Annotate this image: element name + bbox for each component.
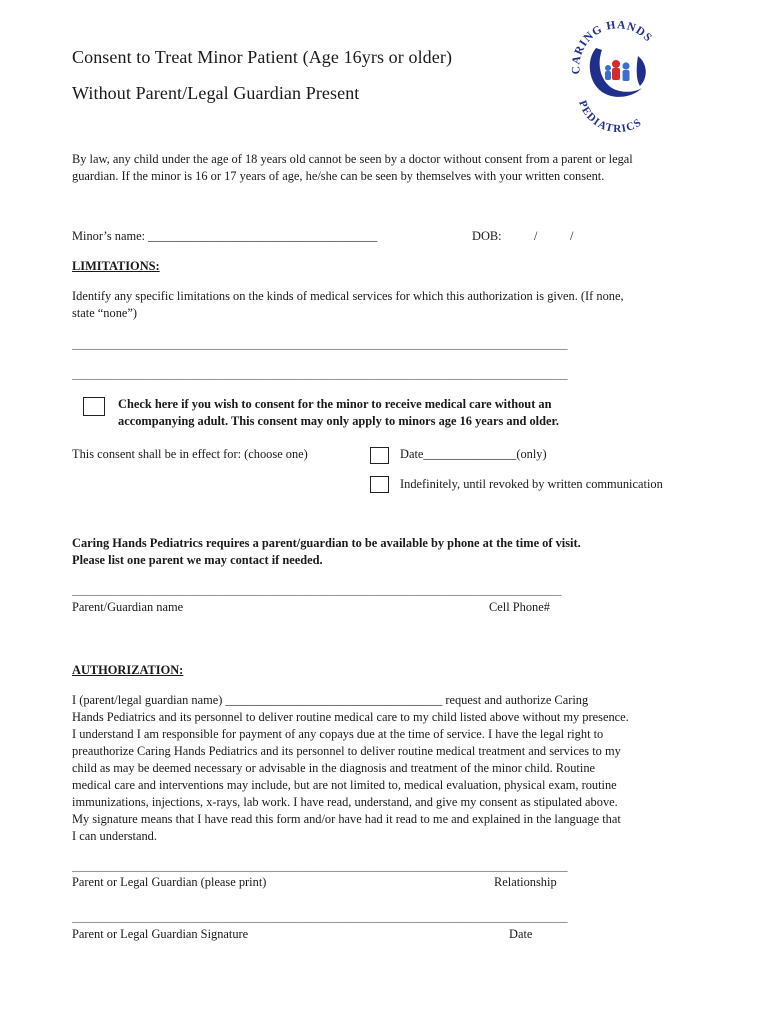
logo-bottom-text: PEDIATRICS bbox=[576, 98, 645, 132]
guardian-print-blank[interactable]: ________________________________________________________________________________ bbox=[72, 859, 568, 873]
consent-check-line2: accompanying adult. This consent may only apply to minors age 16 years and older. bbox=[118, 414, 559, 428]
authorization-heading: AUTHORIZATION: bbox=[72, 663, 184, 677]
dob-slash-2: / bbox=[570, 229, 574, 243]
effect-label: This consent shall be in effect for: (choose one) bbox=[72, 447, 308, 461]
limitations-text-line1: Identify any specific limitations on the kinds of medical services for which this authorization is given. (If none, bbox=[72, 289, 624, 303]
limitations-blank-1[interactable]: ________________________________________________________________________________ bbox=[72, 337, 568, 351]
cell-phone-label: Cell Phone# bbox=[489, 600, 550, 614]
authorization-line: I can understand. bbox=[72, 829, 157, 843]
minor-name-field[interactable]: Minor’s name: _____________________________________ bbox=[72, 229, 378, 243]
contact-notice-line2: Please list one parent we may contact if needed. bbox=[72, 553, 323, 567]
contact-blank[interactable]: _______________________________________________________________________________ bbox=[72, 583, 562, 597]
limitations-heading: LIMITATIONS: bbox=[72, 259, 160, 273]
limitations-blank-2[interactable]: ________________________________________________________________________________ bbox=[72, 367, 568, 381]
contact-notice-line1: Caring Hands Pediatrics requires a parent/guardian to be available by phone at the time of visit. bbox=[72, 536, 581, 550]
authorization-line: Hands Pediatrics and its personnel to deliver routine medical care to my child listed above without my presence. bbox=[72, 710, 629, 724]
authorization-line: I understand I am responsible for payment of any copays due at the time of service. I have the legal right to bbox=[72, 727, 604, 741]
intro-line2: guardian. If the minor is 16 or 17 years of age, he/she can be seen by themselves with your written consent. bbox=[72, 169, 605, 183]
relationship-label: Relationship bbox=[494, 875, 557, 889]
limitations-text-line2: state “none”) bbox=[72, 306, 138, 320]
svg-text:PEDIATRICS bbox=[576, 99, 644, 132]
signature-date-label: Date bbox=[509, 927, 533, 941]
dob-label: DOB: bbox=[472, 229, 502, 243]
effect-date-checkbox[interactable] bbox=[370, 447, 389, 464]
dob-slash-1: / bbox=[534, 229, 538, 243]
logo-top-text: CARING HANDS bbox=[570, 20, 655, 75]
authorization-line: My signature means that I have read this form and/or have had it read to me and explained in the language that bbox=[72, 812, 621, 826]
consent-checkbox[interactable] bbox=[83, 397, 105, 416]
authorization-line: preauthorize Caring Hands Pediatrics and its personnel to deliver routine medical treatment and services to my bbox=[72, 744, 621, 758]
consent-check-line1: Check here if you wish to consent for the minor to receive medical care without an bbox=[118, 397, 552, 411]
authorization-line: medical care and interventions may include, but are not limited to, medical evaluation, physical exam, routine bbox=[72, 778, 617, 792]
authorization-line: immunizations, injections, x-rays, lab work. I have read, understand, and give my consent as stipulated above. bbox=[72, 795, 618, 809]
guardian-signature-blank[interactable]: ________________________________________________________________________________ bbox=[72, 910, 568, 924]
effect-date-option: Date_______________(only) bbox=[400, 447, 547, 461]
effect-indefinite-option: Indefinitely, until revoked by written communication bbox=[400, 477, 663, 491]
authorization-line: child as may be deemed necessary or advisable in the diagnosis and treatment of the minor child. Routine bbox=[72, 761, 596, 775]
guardian-signature-label: Parent or Legal Guardian Signature bbox=[72, 927, 249, 941]
parent-guardian-name-label: Parent/Guardian name bbox=[72, 600, 184, 614]
authorization-line: I (parent/legal guardian name) ___________________________________ request and authorize Caring bbox=[72, 693, 589, 707]
effect-indefinite-checkbox[interactable] bbox=[370, 476, 389, 493]
form-title-line1: Consent to Treat Minor Patient (Age 16yrs or older) bbox=[72, 47, 453, 67]
guardian-print-label: Parent or Legal Guardian (please print) bbox=[72, 875, 267, 889]
form-title-line2: Without Parent/Legal Guardian Present bbox=[72, 83, 360, 103]
intro-line1: By law, any child under the age of 18 years old cannot be seen by a doctor without consent from a parent or legal bbox=[72, 152, 633, 166]
caring-hands-pediatrics-logo bbox=[566, 20, 666, 132]
